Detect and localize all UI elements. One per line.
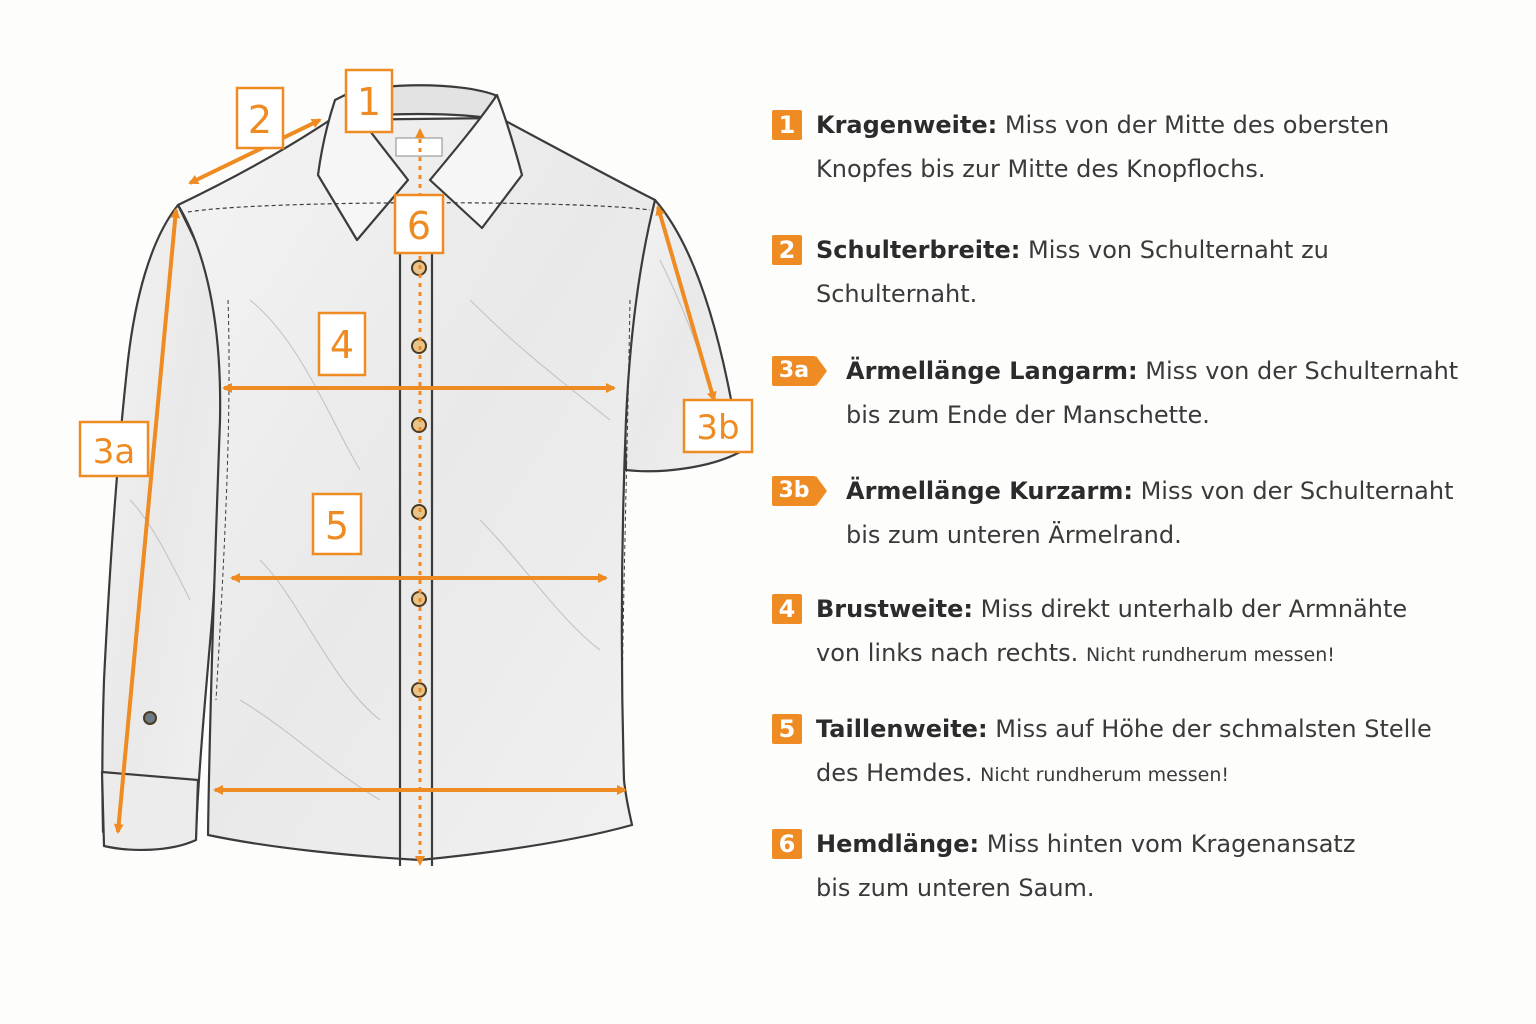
legend-desc: Schulternaht. <box>816 280 978 308</box>
legend-desc: Miss hinten vom Kragenansatz <box>986 830 1356 858</box>
legend-term: Taillenweite: <box>816 715 988 743</box>
shirt-diagram <box>0 0 760 1024</box>
callout-1-text: 1 <box>356 80 382 124</box>
legend-text <box>816 103 1516 191</box>
callout-6-text: 6 <box>406 204 432 248</box>
legend-desc: Miss von der Mitte des obersten <box>1004 111 1390 139</box>
callout-3b <box>684 400 752 452</box>
legend-term: Schulterbreite: <box>816 236 1021 264</box>
callout-3a-text: 3a <box>92 432 136 472</box>
callout-2-text: 2 <box>247 98 273 142</box>
badge-3b: 3b <box>772 476 816 506</box>
legend-desc: bis zum unteren Ärmelrand. <box>846 521 1182 549</box>
legend-text <box>816 822 1516 910</box>
legend-desc: Miss direkt unterhalb der Armnähte <box>980 595 1408 623</box>
left-sleeve <box>102 205 224 835</box>
badge-5: 5 <box>772 714 802 744</box>
callout-3a <box>80 422 148 476</box>
legend-term: Hemdlänge: <box>816 830 980 858</box>
legend-term: Ärmellänge Langarm: <box>846 357 1138 385</box>
callout-4 <box>319 313 365 375</box>
legend-desc: Miss auf Höhe der schmalsten Stelle <box>995 715 1432 743</box>
callout-2 <box>237 88 283 148</box>
callout-5 <box>313 494 361 554</box>
legend-desc: bis zum Ende der Manschette. <box>846 401 1210 429</box>
legend <box>772 0 1522 1024</box>
legend-term: Ärmellänge Kurzarm: <box>846 477 1133 505</box>
badge-3a: 3a <box>772 356 816 386</box>
callout-5-text: 5 <box>324 504 350 548</box>
legend-text <box>816 707 1516 797</box>
legend-text <box>816 587 1516 677</box>
legend-note: Nicht rundherum messen! <box>980 764 1230 786</box>
legend-desc: von links nach rechts. <box>816 639 1079 667</box>
legend-text <box>816 228 1516 316</box>
legend-note: Nicht rundherum messen! <box>1085 644 1335 666</box>
legend-desc: des Hemdes. <box>816 759 973 787</box>
callout-6 <box>395 195 443 253</box>
badge-2: 2 <box>772 235 802 265</box>
legend-text <box>846 349 1526 437</box>
legend-desc: Miss von der Schulternaht <box>1145 357 1459 385</box>
badge-1: 1 <box>772 110 802 140</box>
legend-desc: bis zum unteren Saum. <box>816 874 1095 902</box>
legend-desc: Miss von Schulternaht zu <box>1028 236 1329 264</box>
callout-1 <box>346 70 392 132</box>
left-cuff <box>102 772 198 850</box>
callout-3b-text: 3b <box>696 408 740 448</box>
legend-desc: Miss von der Schulternaht <box>1140 477 1454 505</box>
legend-desc: Knopfes bis zur Mitte des Knopflochs. <box>816 155 1266 183</box>
callout-4-text: 4 <box>329 323 355 367</box>
badge-6: 6 <box>772 829 802 859</box>
legend-text <box>846 469 1526 557</box>
legend-term: Brustweite: <box>816 595 973 623</box>
badge-4: 4 <box>772 594 802 624</box>
legend-term: Kragenweite: <box>816 111 998 139</box>
cuff-button <box>144 712 156 724</box>
